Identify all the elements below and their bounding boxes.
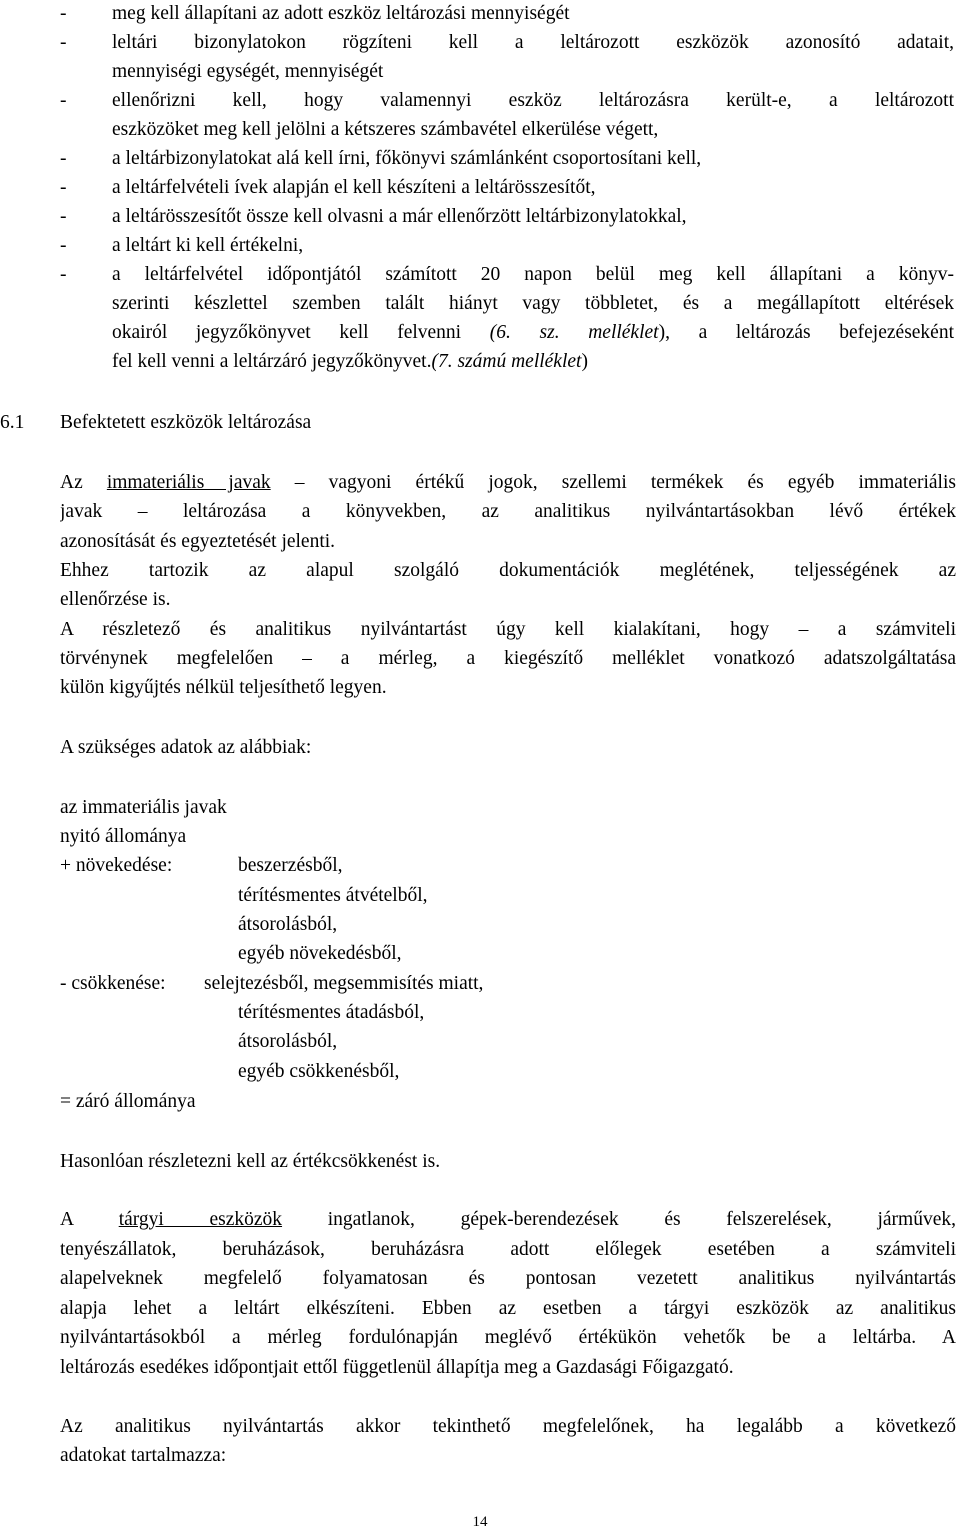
bullet-text: a leltárfelvételi ívek alapján el kell készíteni a leltárösszesítőt,: [112, 177, 596, 198]
bullet-text: szerinti készlettel szemben talált hiányt vagy többletet, és a megállapított eltérések: [112, 293, 954, 314]
paragraph-line: alapelveknek megfelelő folyamatosan és pontosan vezetett analitikus nyilvántartás: [60, 1268, 956, 1289]
bullet-dash: -: [60, 90, 67, 111]
needed-data-heading: A szükséges adatok az alábbiak:: [60, 737, 312, 758]
bullet-dash: -: [60, 177, 67, 198]
paragraph-line: A részletező és analitikus nyilvántartást úgy kell kialakítani, hogy – a számviteli: [60, 619, 956, 640]
bullet-text-annex-line: [112, 321, 954, 345]
bullet-text: a leltárfelvétel időpontjától számított 20 napon belül meg kell állapítani a könyv-: [112, 264, 954, 285]
paragraph-line: külön kigyűjtés nélkül teljesíthető legyen.: [60, 677, 387, 698]
paragraph-line: adatokat tartalmazza:: [60, 1445, 227, 1466]
bullet-text: eszközöket meg kell jelölni a kétszeres számbavétel elkerülése végett,: [112, 119, 659, 140]
bullet-dash: -: [60, 264, 67, 285]
increase-item: beszerzésből,: [238, 855, 343, 876]
annex-reference: (7. számú melléklet: [431, 351, 582, 372]
paragraph-line: alapja lehet a leltárt elkészíteni. Ebben az esetben a tárgyi eszközök az analitikus: [60, 1298, 956, 1319]
paragraph-line: javak – leltározása a könyvekben, az analitikus nyilvántartásokban lévő értékek: [60, 501, 956, 522]
closing-balance: = záró állománya: [60, 1091, 196, 1112]
paragraph-line: leltározás esedékes időpontjait ettől függetlenül állapítja meg a Gazdasági Főigazgató.: [60, 1357, 734, 1378]
paragraph-line: [60, 1208, 956, 1232]
increase-item: átsorolásból,: [238, 914, 338, 935]
page-number: 14: [472, 1514, 488, 1530]
text-run: ingatlanok, gépek-berendezések és felszerelések, járművek,: [282, 1209, 956, 1230]
text-run: – vagyoni értékű jogok, szellemi termékek és egyéb immateriális: [270, 472, 956, 493]
paragraph-line: azonosítását és egyeztetését jelenti.: [60, 531, 336, 552]
text-run: ): [581, 351, 588, 372]
text-run: okairól jegyzőkönyvet kell felvenni: [112, 322, 490, 343]
decrease-label: - csökkenése:: [60, 973, 166, 994]
annex-reference: (6. sz. melléklet: [489, 322, 659, 343]
depreciation-note: Hasonlóan részletezni kell az értékcsökkenést is.: [60, 1151, 441, 1172]
bullet-text: a leltárösszesítőt össze kell olvasni a már ellenőrzött leltárbizonylatokkal,: [112, 206, 687, 227]
decrease-item: selejtezésből, megsemmisítés miatt,: [204, 973, 484, 994]
paragraph-line: Az analitikus nyilvántartás akkor tekinthető megfelelőnek, ha legalább a következő: [60, 1416, 956, 1437]
list-item: az immateriális javak: [60, 797, 227, 818]
bullet-text: ellenőrizni kell, hogy valamennyi eszköz leltározásra került-e, a leltározott: [112, 90, 954, 111]
bullet-dash: -: [60, 206, 67, 227]
bullet-text-annex-line: [112, 350, 588, 374]
section-number: 6.1: [0, 412, 25, 433]
decrease-item: térítésmentes átadásból,: [238, 1002, 425, 1023]
text-run: fel kell venni a leltárzáró jegyzőkönyvet.: [112, 351, 432, 372]
term-tangible-assets: tárgyi eszközök: [118, 1209, 283, 1230]
paragraph-line: tenyészállatok, beruházások, beruházásra adott előlegek esetében a számviteli: [60, 1239, 956, 1260]
text-run: Az: [60, 472, 107, 493]
bullet-dash: -: [60, 148, 67, 169]
increase-label: + növekedése:: [60, 855, 173, 876]
bullet-dash: -: [60, 3, 67, 24]
paragraph-line: nyilvántartásokból a mérleg fordulónapján meglévő értékükön vehetők be a leltárba. A: [60, 1327, 956, 1348]
decrease-item: egyéb csökkenésből,: [238, 1061, 400, 1082]
paragraph-line: törvénynek megfelelően – a mérleg, a kiegészítő melléklet vonatkozó adatszolgáltatása: [60, 648, 956, 669]
text-run: A: [60, 1209, 119, 1230]
increase-item: térítésmentes átvételből,: [238, 885, 428, 906]
increase-item: egyéb növekedésből,: [238, 943, 402, 964]
paragraph-line: [60, 471, 956, 495]
bullet-text: a leltárt ki kell értékelni,: [112, 235, 304, 256]
bullet-dash: -: [60, 235, 67, 256]
bullet-dash: -: [60, 32, 67, 53]
list-item: nyitó állománya: [60, 826, 187, 847]
bullet-text: mennyiségi egységét, mennyiségét: [112, 61, 384, 82]
decrease-item: átsorolásból,: [238, 1031, 338, 1052]
bullet-text: meg kell állapítani az adott eszköz leltározási mennyiségét: [112, 3, 570, 24]
paragraph-line: Ehhez tartozik az alapul szolgáló dokumentációk meglétének, teljességének az: [60, 560, 956, 581]
text-run: ), a leltározás befejezéseként: [658, 322, 954, 343]
bullet-text: a leltárbizonylatokat alá kell írni, főkönyvi számlánként csoportosítani kell,: [112, 148, 702, 169]
bullet-text: leltári bizonylatokon rögzíteni kell a leltározott eszközök azonosító adatait,: [112, 32, 954, 53]
paragraph-line: ellenőrzése is.: [60, 589, 171, 610]
term-intangible-assets: immateriális javak: [106, 472, 271, 493]
section-title: Befektetett eszközök leltározása: [60, 412, 312, 433]
